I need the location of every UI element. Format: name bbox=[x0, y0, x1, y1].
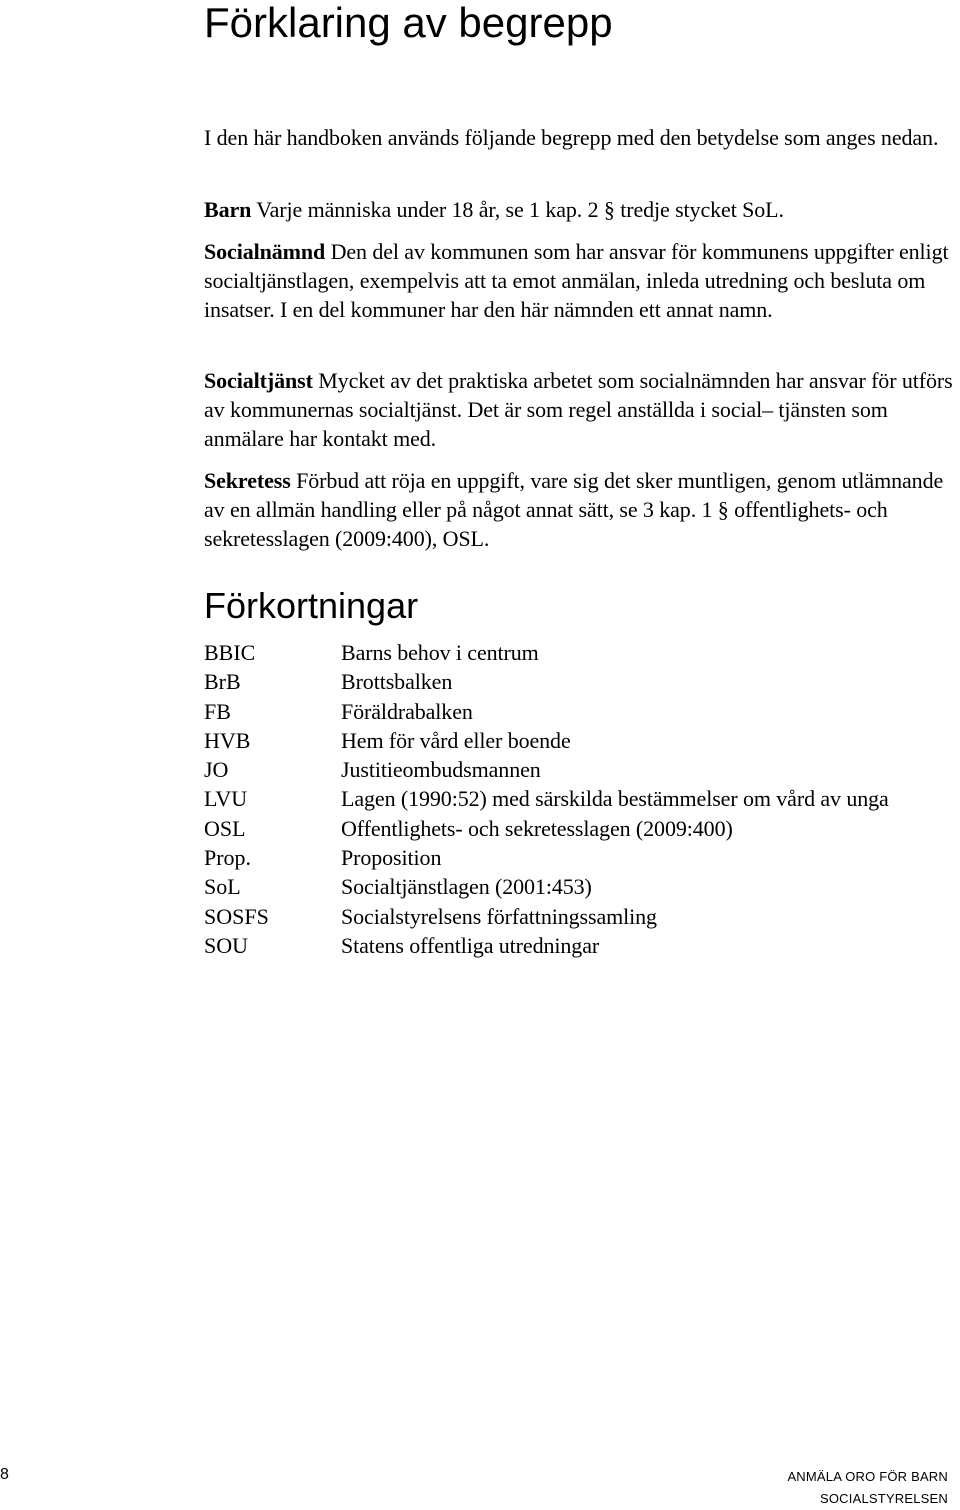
definition-socialnamnd bbox=[204, 237, 956, 324]
definition-term: Socialtjänst bbox=[204, 368, 313, 393]
page-footer bbox=[787, 1466, 948, 1510]
footer-publisher: SOCIALSTYRELSEN bbox=[820, 1491, 948, 1506]
abbreviation-row bbox=[204, 755, 960, 784]
abbreviation-row bbox=[204, 931, 960, 960]
abbreviation-short: SOU bbox=[204, 932, 249, 958]
abbreviation-long: Socialtjänstlagen (2001:453) bbox=[341, 874, 592, 900]
definition-term: Sekretess bbox=[204, 468, 291, 493]
abbreviation-long: Barns behov i centrum bbox=[341, 640, 539, 665]
abbreviation-long: Brottsbalken bbox=[341, 669, 453, 695]
definition-text: Förbud att röja en uppgift, vare sig det sker muntligen, genom utlämnande av en allmän handling eller på något annat sätt, se 3 kap. 1 § offentlighets- och sekretesslagen (2009:400), OSL. bbox=[204, 468, 944, 551]
definition-text: Den del av kommunen som har ansvar för kommunens uppgifter enligt socialtjänstlagen, exempelvis att ta emot anmälan, inleda utredning och besluta om insatser. I en del kommuner har den här nämnden ett annat namn. bbox=[204, 239, 949, 322]
abbreviation-short: OSL bbox=[204, 815, 246, 841]
abbreviation-row bbox=[204, 667, 960, 696]
abbreviation-row bbox=[204, 638, 960, 667]
abbreviation-long: Lagen (1990:52) med särskilda bestämmelser om vård av unga bbox=[341, 786, 889, 812]
abbreviation-row bbox=[204, 902, 960, 931]
abbreviation-long: Hem för vård eller boende bbox=[341, 727, 571, 753]
page-number: 8 bbox=[0, 1466, 9, 1483]
abbreviation-short: BBIC bbox=[204, 640, 256, 665]
abbreviation-row bbox=[204, 784, 960, 813]
abbreviation-long: Justitieombudsmannen bbox=[341, 757, 541, 783]
definition-term: Socialnämnd bbox=[204, 239, 326, 264]
abbreviation-long: Föräldrabalken bbox=[341, 698, 473, 724]
abbreviation-short: SoL bbox=[204, 874, 241, 900]
abbreviation-short: SOSFS bbox=[204, 903, 269, 929]
definition-socialtjanst bbox=[204, 366, 956, 453]
abbreviation-long: Statens offentliga utredningar bbox=[341, 932, 600, 958]
page-title: Förklaring av begrepp bbox=[204, 0, 613, 46]
definition-sekretess bbox=[204, 466, 956, 553]
abbreviation-long: Socialstyrelsens författningssamling bbox=[341, 903, 657, 929]
abbreviation-short: HVB bbox=[204, 727, 251, 753]
abbreviation-short: LVU bbox=[204, 786, 248, 812]
definition-text: Mycket av det praktiska arbetet som socialnämnden har ansvar för utförs av kommunernas socialtjänst. Det är som regel anställda i social– tjänsten som anmälare har kontakt med. bbox=[204, 368, 953, 451]
abbreviation-row bbox=[204, 872, 960, 901]
abbreviation-short: BrB bbox=[204, 669, 241, 695]
abbreviation-row bbox=[204, 843, 960, 872]
definition-text: Varje människa under 18 år, se 1 kap. 2 § tredje stycket SoL. bbox=[251, 197, 784, 222]
abbreviations-heading: Förkortningar bbox=[204, 585, 419, 626]
abbreviation-short: Prop. bbox=[204, 845, 252, 871]
abbreviation-row bbox=[204, 697, 960, 726]
abbreviation-short: JO bbox=[204, 757, 229, 783]
footer-publication: ANMÄLA ORO FÖR BARN bbox=[787, 1469, 948, 1484]
definition-term: Barn bbox=[204, 197, 252, 222]
abbreviation-long: Offentlighets- och sekretesslagen (2009:400) bbox=[341, 815, 733, 841]
abbreviation-list bbox=[204, 638, 960, 960]
abbreviation-row bbox=[204, 814, 960, 843]
intro-paragraph: I den här handboken används följande begrepp med den betydelse som anges nedan. bbox=[204, 125, 939, 150]
abbreviation-row bbox=[204, 726, 960, 755]
abbreviation-short: FB bbox=[204, 698, 231, 724]
definition-barn bbox=[204, 195, 956, 224]
abbreviation-long: Proposition bbox=[341, 845, 442, 871]
